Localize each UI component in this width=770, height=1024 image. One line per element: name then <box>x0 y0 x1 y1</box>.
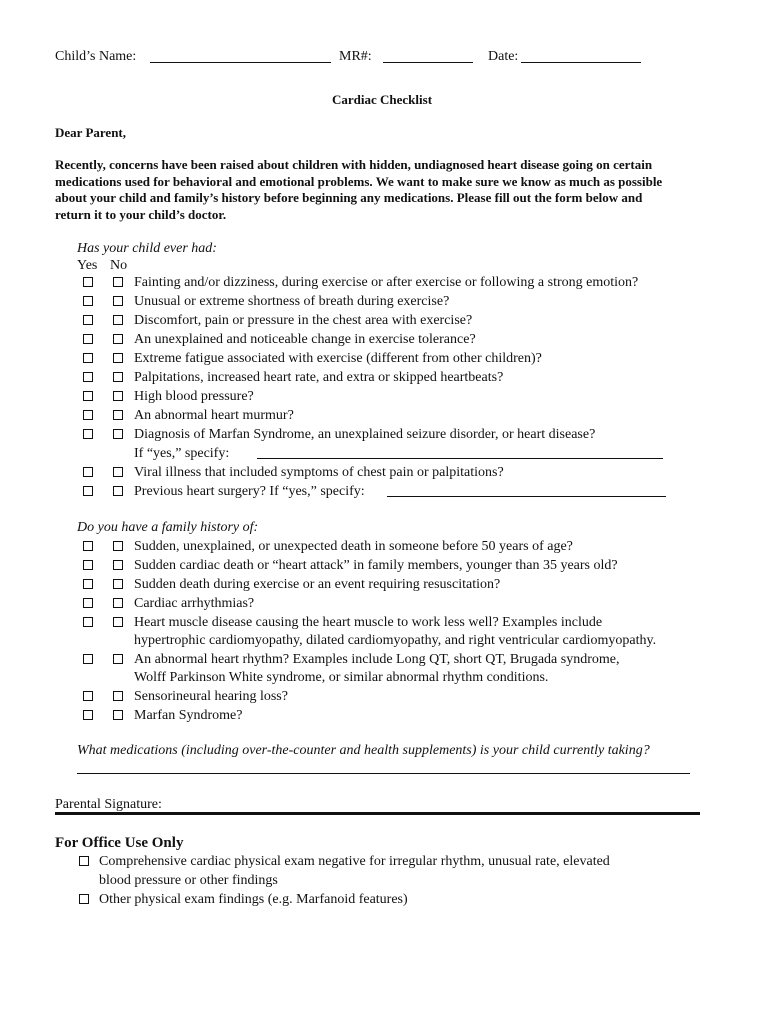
s1-item5-label: Extreme fatigue associated with exercise (different from other children)? <box>134 351 542 366</box>
s1-item2-label: Unusual or extreme shortness of breath during exercise? <box>134 294 450 309</box>
office-item2-checkbox[interactable] <box>79 894 89 904</box>
s1-item3-label: Discomfort, pain or pressure in the chest area with exercise? <box>134 313 473 328</box>
s1-item6-label: Palpitations, increased heart rate, and extra or skipped heartbeats? <box>134 370 504 385</box>
s1-item6-yes-checkbox[interactable] <box>83 372 93 382</box>
s1-item9-yes-checkbox[interactable] <box>83 429 93 439</box>
s1-item3-no-checkbox[interactable] <box>113 315 123 325</box>
mr-label: MR#: <box>339 49 372 64</box>
s1-item9-specify-field[interactable] <box>257 458 663 459</box>
s2-item5-label: Heart muscle disease causing the heart muscle to work less well? Examples include <box>134 615 603 630</box>
s2-item7-no-checkbox[interactable] <box>113 691 123 701</box>
s1-item9-label: Diagnosis of Marfan Syndrome, an unexplained seizure disorder, or heart disease? <box>134 427 596 442</box>
yes-column-label: Yes <box>77 258 98 273</box>
signature-label: Parental Signature: <box>55 797 162 812</box>
date-label: Date: <box>488 49 519 64</box>
s1-item4-no-checkbox[interactable] <box>113 334 123 344</box>
office-item1-label: Comprehensive cardiac physical exam negative for irregular rhythm, unusual rate, elevated <box>99 854 610 869</box>
medications-field[interactable] <box>77 773 690 774</box>
greeting: Dear Parent, <box>55 125 126 140</box>
s2-item2-no-checkbox[interactable] <box>113 560 123 570</box>
intro-line-4: return it to your child’s doctor. <box>55 207 227 222</box>
s1-item4-label: An unexplained and noticeable change in exercise tolerance? <box>134 332 476 347</box>
s1-item2-no-checkbox[interactable] <box>113 296 123 306</box>
s1-item5-no-checkbox[interactable] <box>113 353 123 363</box>
s2-item2-label: Sudden cardiac death or “heart attack” in family members, younger than 35 years old? <box>134 558 618 573</box>
office-heading: For Office Use Only <box>55 835 184 851</box>
s1-item8-no-checkbox[interactable] <box>113 410 123 420</box>
s2-item8-yes-checkbox[interactable] <box>83 710 93 720</box>
s1-item10-no-checkbox[interactable] <box>113 467 123 477</box>
page-title: Cardiac Checklist <box>332 92 433 107</box>
s1-item2-yes-checkbox[interactable] <box>83 296 93 306</box>
s2-item1-yes-checkbox[interactable] <box>83 541 93 551</box>
s1-item7-no-checkbox[interactable] <box>113 391 123 401</box>
s1-item1-no-checkbox[interactable] <box>113 277 123 287</box>
s1-item9-no-checkbox[interactable] <box>113 429 123 439</box>
s2-item5-no-checkbox[interactable] <box>113 617 123 627</box>
s1-item1-label: Fainting and/or dizziness, during exercise or after exercise or following a strong emotion? <box>134 275 639 290</box>
s1-item8-yes-checkbox[interactable] <box>83 410 93 420</box>
office-item1-checkbox[interactable] <box>79 856 89 866</box>
s1-item10-yes-checkbox[interactable] <box>83 467 93 477</box>
intro-line-2: medications used for behavioral and emotional problems. We want to make sure we know as much as possible <box>55 174 663 189</box>
office-item2-label: Other physical exam findings (e.g. Marfanoid features) <box>99 892 408 907</box>
s2-item7-label: Sensorineural hearing loss? <box>134 689 288 704</box>
s2-item3-no-checkbox[interactable] <box>113 579 123 589</box>
s1-item7-label: High blood pressure? <box>134 389 254 404</box>
s2-item2-yes-checkbox[interactable] <box>83 560 93 570</box>
header-row <box>55 47 136 66</box>
s2-item4-yes-checkbox[interactable] <box>83 598 93 608</box>
s2-item5-continuation: hypertrophic cardiomyopathy, dilated cardiomyopathy, and right ventricular cardiomyopathy. <box>134 633 657 648</box>
s1-item1-yes-checkbox[interactable] <box>83 277 93 287</box>
s2-item8-label: Marfan Syndrome? <box>134 708 243 723</box>
s1-item8-label: An abnormal heart murmur? <box>134 408 294 423</box>
s1-item11-label: Previous heart surgery? If “yes,” specify: <box>134 484 365 499</box>
s2-item1-no-checkbox[interactable] <box>113 541 123 551</box>
s2-item6-yes-checkbox[interactable] <box>83 654 93 664</box>
s1-item11-specify-field[interactable] <box>387 496 666 497</box>
s1-item7-yes-checkbox[interactable] <box>83 391 93 401</box>
intro-line-1: Recently, concerns have been raised about children with hidden, undiagnosed heart disease going on certain <box>55 157 653 172</box>
s1-item10-label: Viral illness that included symptoms of chest pain or palpitations? <box>134 465 504 480</box>
s2-item7-yes-checkbox[interactable] <box>83 691 93 701</box>
section1-heading: Has your child ever had: <box>77 241 217 256</box>
s2-item6-no-checkbox[interactable] <box>113 654 123 664</box>
s2-item6-continuation: Wolff Parkinson White syndrome, or similar abnormal rhythm conditions. <box>134 670 549 685</box>
child-name-label: Child’s Name: <box>55 49 137 64</box>
s1-item6-no-checkbox[interactable] <box>113 372 123 382</box>
medications-question: What medications (including over-the-counter and health supplements) is your child currently taking? <box>77 743 650 758</box>
signature-field[interactable] <box>55 812 700 815</box>
s1-item11-yes-checkbox[interactable] <box>83 486 93 496</box>
s1-item11-no-checkbox[interactable] <box>113 486 123 496</box>
s2-item3-label: Sudden death during exercise or an event requiring resuscitation? <box>134 577 501 592</box>
no-column-label: No <box>110 258 128 273</box>
s2-item4-label: Cardiac arrhythmias? <box>134 596 255 611</box>
s1-item9-specify-label: If “yes,” specify: <box>134 446 230 461</box>
intro-line-3: about your child and family’s history before beginning any medications. Please fill out the form below and <box>55 190 643 205</box>
mr-field[interactable] <box>383 62 473 63</box>
s2-item6-label: An abnormal heart rhythm? Examples include Long QT, short QT, Brugada syndrome, <box>134 652 620 667</box>
s1-item4-yes-checkbox[interactable] <box>83 334 93 344</box>
date-field[interactable] <box>521 62 641 63</box>
s2-item1-label: Sudden, unexplained, or unexpected death in someone before 50 years of age? <box>134 539 573 554</box>
s1-item5-yes-checkbox[interactable] <box>83 353 93 363</box>
section2-heading: Do you have a family history of: <box>77 520 259 535</box>
s2-item8-no-checkbox[interactable] <box>113 710 123 720</box>
s1-item3-yes-checkbox[interactable] <box>83 315 93 325</box>
s2-item5-yes-checkbox[interactable] <box>83 617 93 627</box>
office-item1-continuation: blood pressure or other findings <box>99 873 278 888</box>
s2-item4-no-checkbox[interactable] <box>113 598 123 608</box>
child-name-field[interactable] <box>150 62 331 63</box>
s2-item3-yes-checkbox[interactable] <box>83 579 93 589</box>
